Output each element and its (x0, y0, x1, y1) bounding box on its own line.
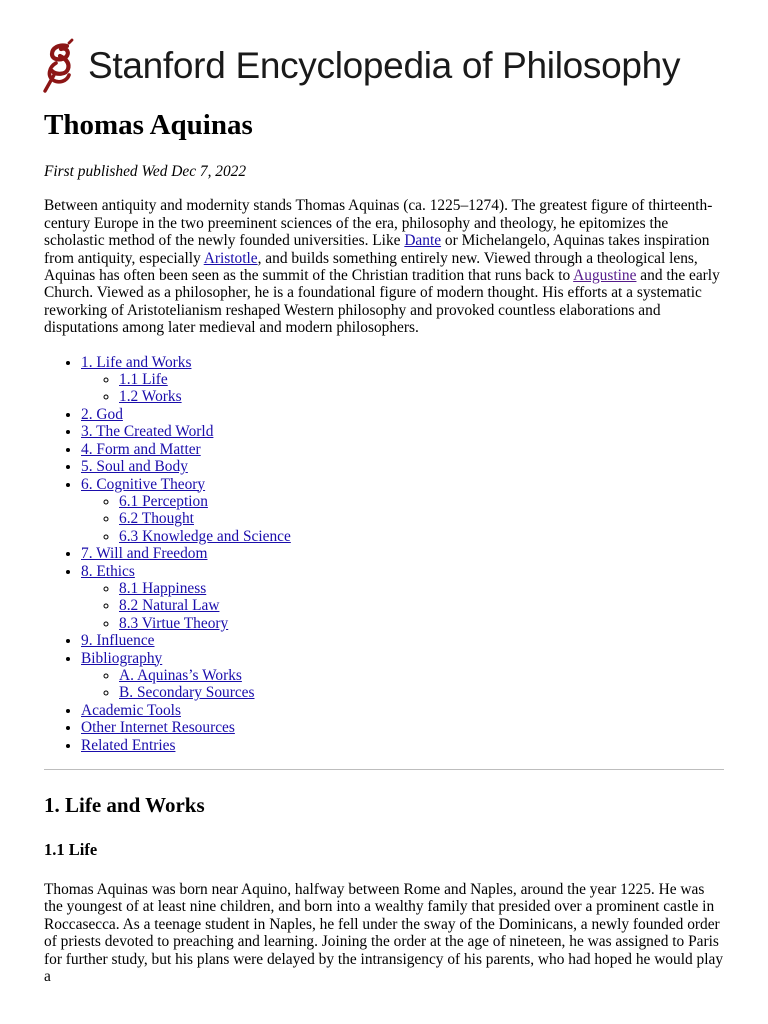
toc-subitem (119, 510, 724, 527)
toc-link[interactable]: 5. Soul and Body (81, 458, 188, 476)
toc-subitem (119, 371, 724, 388)
subsection-heading: 1.1 Life (44, 840, 98, 859)
toc-item (81, 702, 724, 719)
toc-item (81, 737, 724, 754)
toc-item (81, 632, 724, 649)
toc-sublink[interactable]: 6.1 Perception (119, 492, 208, 510)
toc-sublist (81, 371, 724, 406)
toc-subitem (119, 528, 724, 545)
toc-item (81, 545, 724, 562)
toc-sublink[interactable]: 1.2 Works (119, 388, 182, 406)
toc-link[interactable]: 3. The Created World (81, 423, 214, 441)
toc-link[interactable]: 1. Life and Works (81, 353, 192, 371)
preamble (44, 197, 724, 336)
toc-sublink[interactable]: 1.1 Life (119, 371, 168, 389)
section-divider (44, 769, 724, 770)
toc-subitem (119, 580, 724, 597)
toc-item (81, 476, 724, 546)
toc-subitem (119, 388, 724, 405)
toc-sublist (81, 493, 724, 545)
toc-link[interactable]: 7. Will and Freedom (81, 545, 208, 563)
toc-item (81, 406, 724, 423)
toc-link[interactable]: 8. Ethics (81, 562, 135, 580)
link-dante[interactable]: Dante (404, 232, 442, 250)
toc-subitem (119, 684, 724, 701)
toc-sublink[interactable]: 6.3 Knowledge and Science (119, 527, 291, 545)
toc-item (81, 650, 724, 702)
toc-item (81, 458, 724, 475)
table-of-contents (44, 354, 724, 754)
toc-sublink[interactable]: A. Aquinas’s Works (119, 666, 242, 684)
toc-subitem (119, 597, 724, 614)
preamble-text: Between antiquity and modernity stands Thomas Aquinas (ca. 1225–1274). The greatest figure of thirteenth-century Europe in the two preeminent sciences of the era, philosophy and theology, he epitomizes the scholastic method of the newly founded universities. Like (44, 197, 713, 250)
toc-link[interactable]: 4. Form and Matter (81, 440, 201, 458)
toc-link[interactable]: 2. God (81, 405, 123, 423)
toc-item (81, 354, 724, 406)
publication-info: First published Wed Dec 7, 2022 (44, 163, 247, 180)
preamble-text: or Michelangelo, Aquinas takes inspiration from antiquity, especially (44, 232, 710, 267)
toc-link[interactable]: Academic Tools (81, 701, 181, 719)
article-title: Thomas Aquinas (44, 109, 253, 141)
toc-subitem (119, 615, 724, 632)
toc-sublink[interactable]: 8.1 Happiness (119, 579, 207, 597)
site-title[interactable]: Stanford Encyclopedia of Philosophy (88, 45, 681, 87)
toc-sublink[interactable]: 8.3 Virtue Theory (119, 614, 229, 632)
toc-subitem (119, 493, 724, 510)
toc-link[interactable]: Related Entries (81, 736, 176, 754)
sep-logo-icon[interactable] (40, 37, 80, 95)
toc-item (81, 563, 724, 633)
toc-subitem (119, 667, 724, 684)
preamble-text: and the early Church. Viewed as a philosopher, he is a foundational figure of modern thought. His efforts at a systematic reworking of Aristotelianism reshaped Western philosophy and provoked countless elaborations and disputations among later medieval and modern philosophers. (44, 267, 720, 337)
toc-sublink[interactable]: 6.2 Thought (119, 510, 194, 528)
toc-item (81, 719, 724, 736)
body-paragraph: Thomas Aquinas was born near Aquino, halfway between Rome and Naples, around the year 1225. He was the youngest of at least nine children, and born into a wealthy family that presided over a prominent castle in Roccasecca. As a teenage student in Naples, he fell under the sway of the Dominicans, a newly founded order of priests devoted to preaching and learning. Joining the order at the age of nineteen, he was assigned to Paris for further study, but his plans were delayed by the intransigency of his parents, who had hoped he would play a (44, 881, 724, 986)
toc-sublink[interactable]: 8.2 Natural Law (119, 597, 220, 615)
toc-sublist (81, 667, 724, 702)
preamble-text: , and builds something entirely new. Viewed through a theological lens, Aquinas has often been seen as the summit of the Christian tradition that runs back to (44, 249, 698, 285)
toc-sublink[interactable]: B. Secondary Sources (119, 684, 255, 702)
site-header (44, 0, 724, 94)
toc-item (81, 441, 724, 458)
toc-link[interactable]: Bibliography (81, 649, 163, 667)
toc-link[interactable]: 6. Cognitive Theory (81, 475, 206, 493)
toc-link[interactable]: Other Internet Resources (81, 719, 235, 737)
toc-sublist (81, 580, 724, 632)
toc-link[interactable]: 9. Influence (81, 632, 155, 650)
section-heading: 1. Life and Works (44, 793, 205, 817)
toc-item (81, 423, 724, 440)
link-aristotle[interactable]: Aristotle (203, 249, 258, 267)
link-augustine[interactable]: Augustine (573, 267, 637, 285)
